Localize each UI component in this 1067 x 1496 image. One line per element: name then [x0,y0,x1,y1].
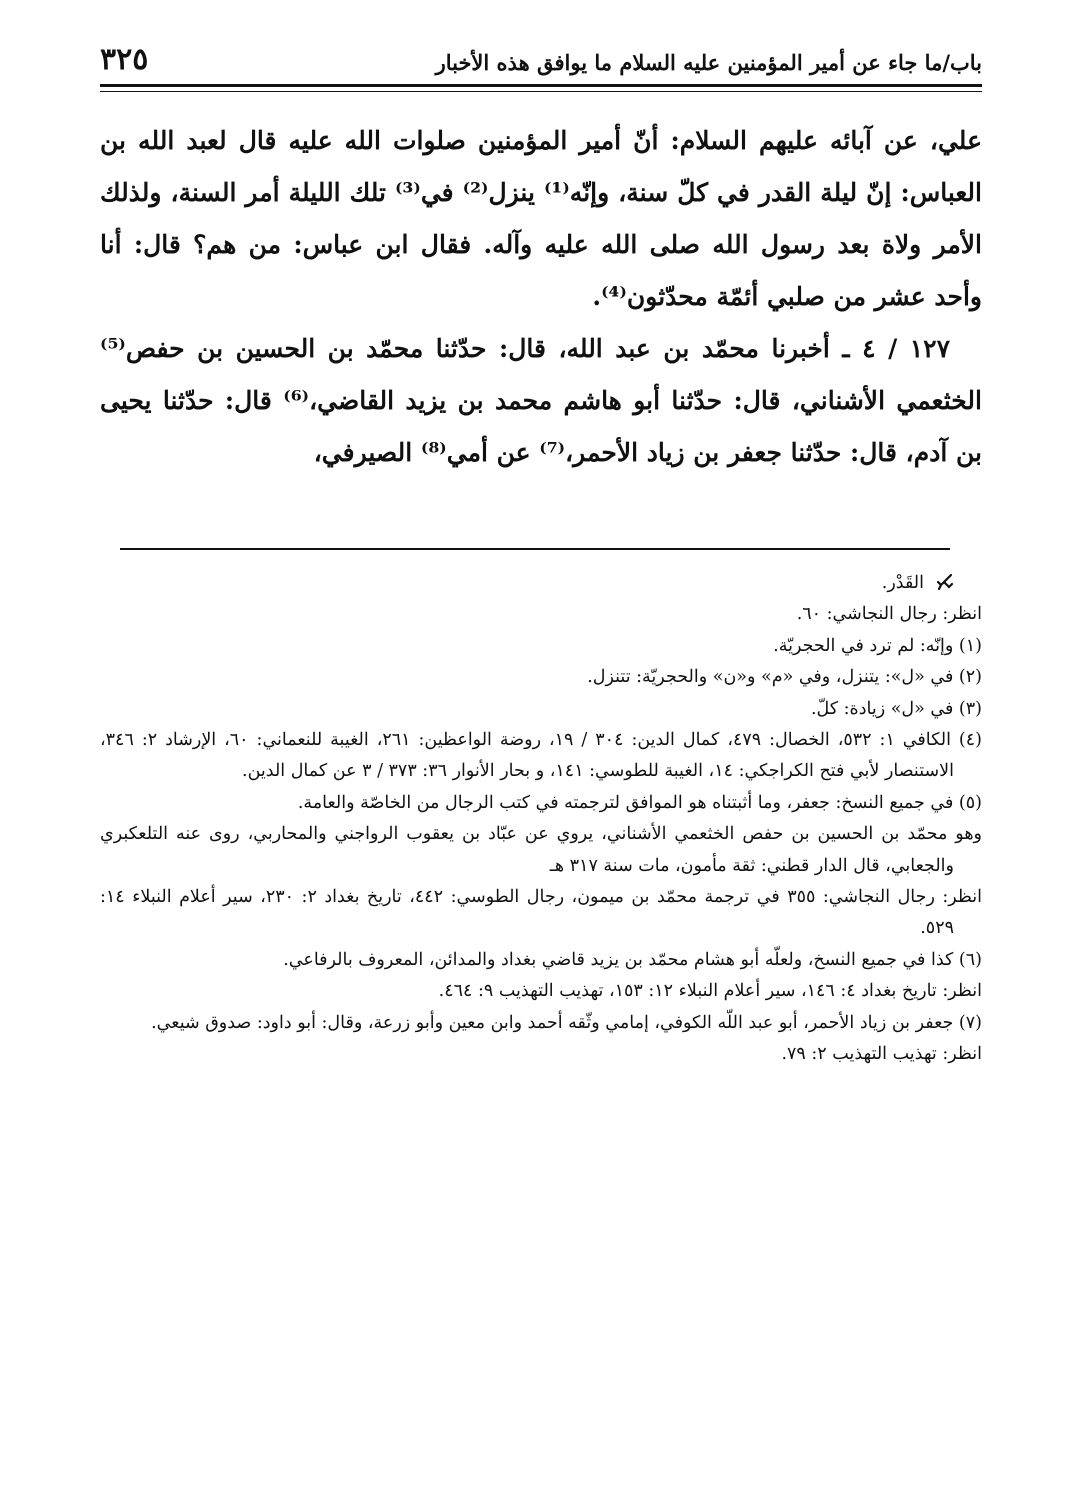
footnote-text: القَدْر. [881,573,924,593]
footnote-line: (٢) في «ل»: يتنزل، وفي «م» و«ن» والحجريّة: تتنزل. [587,667,982,688]
footnote-line: انظر: رجال النجاشي: ٦٠. [796,604,982,625]
footnote-line: (٦) كذا في جميع النسخ، ولعلّه أبو هشام محمّد بن يزيد قاضي بغداد والمدائن، المعروف بالرفاعي. [283,949,982,970]
footnote-line: انظر: تهذيب التهذيب ٢: ٧٩. [781,1044,982,1065]
footnote-line: (٤) الكافي ١: ٥٣٢، الخصال: ٤٧٩، كمال الدين: ٣٠٤ / ١٩، روضة الواعظين: ٢٦١، الغيبة للنعماني: ٦٠، الإرشاد ٢: ٣٤٦، الاستنصار لأبي فتح الكراجكي: ١٤، الغيبة للطوسي: ١٤١، و بحار الأنوار ٣٦: ٣٧٣ / ٣ عن كمال الدين. [100,730,982,782]
footnote-line: وهو محمّد بن الحسين بن حفص الخثعمي الأشناني، يروي عن عبّاد بن يعقوب الرواجني والمحاربي، روى عنه التلعكبري والجعابي، قال الدار قطني: ثقة مأمون، مات سنة ٣١٧ هـ [100,824,982,876]
marginal-mark-icon [936,573,954,591]
footnote-line: انظر: تاريخ بغداد ٤: ١٤٦، سير أعلام النبلاء ١٢: ١٥٣، تهذيب التهذيب ٩: ٤٦٤. [438,981,982,1002]
footnote-line [100,568,982,599]
footnote-line: (١) وإنّه: لم ترد في الحجريّة. [773,635,982,656]
footnote-line: (٧) جعفر بن زياد الأحمر، أبو عبد اللّه الكوفي، إمامي وثّقه أحمد وابن معين وأبو زرعة، وقال: أبو داود: صدوق شيعي. [151,1012,982,1033]
main-paragraph: علي، عن آبائه عليهم السلام: أنّ أمير المؤمنين صلوات الله عليه قال لعبد الله بن العباس: إنّ ليلة القدر في كلّ سنة، وإنّه⁽¹⁾ ينزل⁽²⁾ في⁽³⁾ تلك الليلة أمر السنة، ولذلك الأمر ولاة بعد رسول الله صلى الله عليه وآله. فقال ابن عباس: من هم؟ قال: أنا وأحد عشر من صلبي أئمّة محدّثون⁽⁴⁾. [100,126,982,311]
footnote-line: (٣) في «ل» زيادة: كلّ. [810,698,982,719]
page-number: ٣٢٥ [100,42,149,77]
footnote-separator [120,548,950,550]
header-rule [100,84,982,92]
footnotes [100,568,982,1071]
footnote-line: انظر: رجال النجاشي: ٣٥٥ في ترجمة محمّد بن ميمون، رجال الطوسي: ٤٤٢، تاريخ بغداد ٢: ٢٣٠، سير أعلام النبلاء ١٤: ٥٢٩. [100,887,983,939]
footnote-line: (٥) في جميع النسخ: جعفر، وما أثبتناه هو الموافق لترجمته في كتب الرجال من الخاصّة والعامة. [297,792,982,813]
main-paragraph: ١٢٧ / ٤ ـ أخبرنا محمّد بن عبد الله، قال: حدّثنا محمّد بن الحسين بن حفص⁽⁵⁾ الخثعمي الأشناني، قال: حدّثنا أبو هاشم محمد بن يزيد القاضي،⁽⁶⁾ قال: حدّثنا يحيى بن آدم، قال: حدّثنا جعفر بن زياد الأحمر،⁽⁷⁾ عن أمي⁽⁸⁾ الصيرفي، [100,334,982,467]
main-text [100,115,982,479]
page-header [100,40,982,80]
running-head: باب/ما جاء عن أمير المؤمنين عليه السلام ما يوافق هذه الأخبار [435,50,982,75]
